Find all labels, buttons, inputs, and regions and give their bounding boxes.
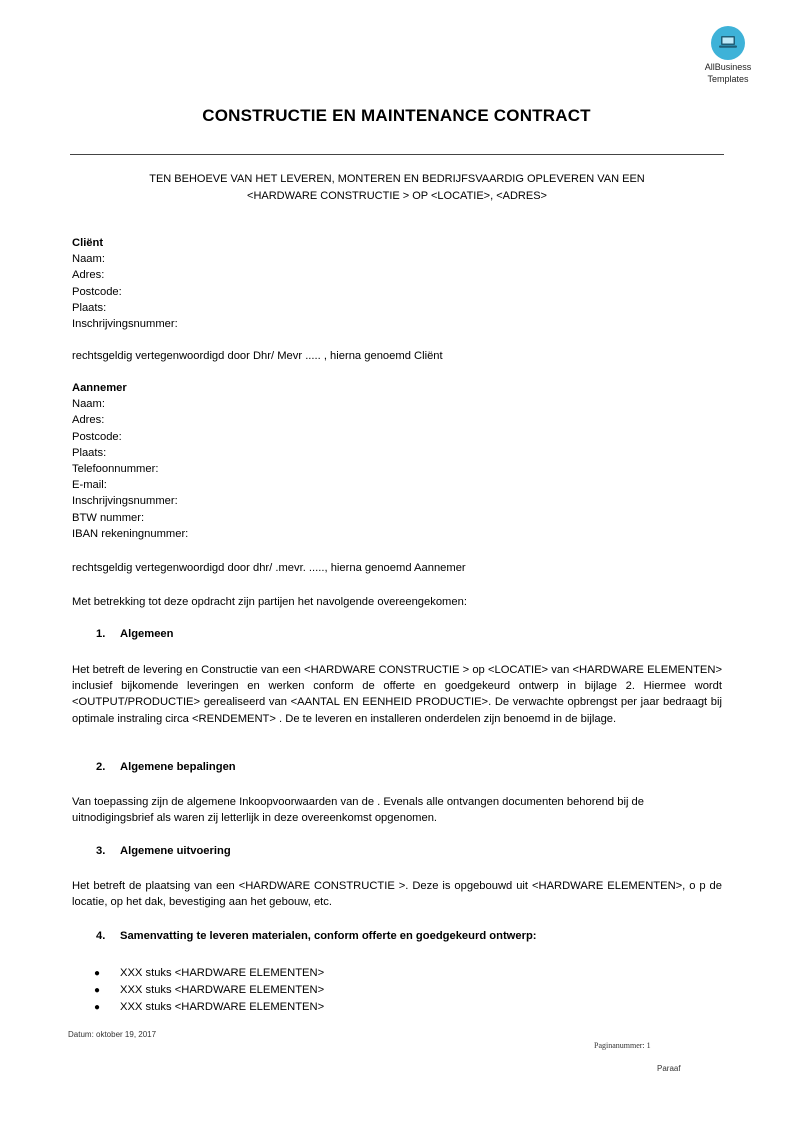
section-title: Algemeen (120, 628, 174, 640)
client-field: Adres: (72, 269, 105, 282)
list-item-text: XXX stuks <HARDWARE ELEMENTEN> (120, 967, 325, 979)
client-field: Naam: (72, 253, 105, 266)
contractor-block (72, 380, 722, 542)
logo-text-line2: Templates (707, 74, 749, 84)
client-block (72, 235, 722, 332)
bullet-icon: ● (94, 985, 101, 996)
list-item-text: XXX stuks <HARDWARE ELEMENTEN> (120, 984, 325, 996)
list-item-text: XXX stuks <HARDWARE ELEMENTEN> (120, 1001, 325, 1013)
contractor-field: Telefoonnummer: (72, 463, 159, 476)
client-heading: Cliënt (72, 237, 104, 249)
footer-page-number: Paginanummer: 1 (594, 1041, 651, 1050)
section-heading-2 (96, 761, 236, 773)
contractor-heading: Aannemer (72, 382, 127, 394)
logo-text-line1: AllBusiness (704, 62, 752, 72)
laptop-icon (711, 26, 745, 60)
section-text-2: Van toepassing zijn de algemene Inkoopvoorwaarden van de . Evenals alle ontvangen documenten behorend bij de uitnodigingsbrief als waren zij letterlijk in deze overeenkomst opgenomen. (72, 796, 644, 825)
contractor-field: Inschrijvingsnummer: (72, 495, 178, 508)
subtitle-line-1: TEN BEHOEVE VAN HET LEVEREN, MONTEREN EN BEDRIJFSVAARDIG OPLEVEREN VAN EEN (149, 173, 645, 185)
contractor-field: BTW nummer: (72, 511, 145, 524)
title-divider (70, 154, 724, 155)
section-title: Algemene uitvoering (120, 845, 231, 857)
footer-date: Datum: oktober 19, 2017 (68, 1030, 157, 1039)
section-number: 4. (96, 930, 106, 942)
bullet-icon: ● (94, 1002, 101, 1013)
materials-list (94, 965, 324, 1016)
list-item (94, 965, 324, 982)
section-heading-3 (96, 845, 231, 857)
brand-logo (700, 26, 756, 84)
contractor-field: IBAN rekeningnummer: (72, 527, 189, 540)
client-field: Inschrijvingsnummer: (72, 318, 178, 331)
footer-paraaf: Paraaf (657, 1064, 681, 1073)
subtitle-line-2: <HARDWARE CONSTRUCTIE > OP <LOCATIE>, <ADRES> (247, 190, 547, 202)
contractor-field: Postcode: (72, 430, 122, 443)
agreement-intro: Met betrekking tot deze opdracht zijn partijen het navolgende overeengekomen: (72, 596, 467, 608)
contractor-field: Plaats: (72, 446, 107, 459)
list-item (94, 999, 324, 1016)
section-heading-4 (96, 930, 537, 942)
client-represented: rechtsgeldig vertegenwoordigd door Dhr/ Mevr ..... , hierna genoemd Cliënt (72, 350, 443, 362)
list-item (94, 982, 324, 999)
section-number: 3. (96, 845, 106, 857)
contractor-field: Naam: (72, 398, 105, 411)
section-heading-1 (96, 628, 173, 640)
section-number: 2. (96, 761, 106, 773)
section-title: Samenvatting te leveren materialen, conform offerte en goedgekeurd ontwerp: (120, 930, 537, 942)
section-number: 1. (96, 628, 106, 640)
document-title: CONSTRUCTIE EN MAINTENANCE CONTRACT (202, 106, 591, 125)
client-field: Plaats: (72, 301, 107, 314)
client-field: Postcode: (72, 285, 122, 298)
contractor-field: Adres: (72, 414, 105, 427)
contractor-field: E-mail: (72, 479, 107, 492)
section-text-3: Het betreft de plaatsing van een <HARDWARE CONSTRUCTIE >. Deze is opgebouwd uit <HARDWARE ELEMENTEN>, o p de locatie, op het dak, bevestiging aan het gebouw, etc. (72, 880, 722, 909)
contractor-represented: rechtsgeldig vertegenwoordigd door dhr/ .mevr. ....., hierna genoemd Aannemer (72, 562, 466, 574)
section-text-1: Het betreft de levering en Constructie van een <HARDWARE CONSTRUCTIE > op <LOCATIE> van <HARDWARE ELEMENTEN> inclusief bijkomende leveringen en werken conform de offerte en goedgekeurd ontwerp in bijlage 2. Hiermee wordt <OUTPUT/PRODUCTIE> gerealiseerd van <AANTAL EN EENHEID PRODUCTIE>. De verwachte opbrengst per jaar bedraagt bij optimale instraling circa <RENDEMENT> . De te leveren en installeren onderdelen zijn benoemd in de bijlage. (72, 664, 722, 725)
section-title: Algemene bepalingen (120, 761, 236, 773)
bullet-icon: ● (94, 968, 101, 979)
